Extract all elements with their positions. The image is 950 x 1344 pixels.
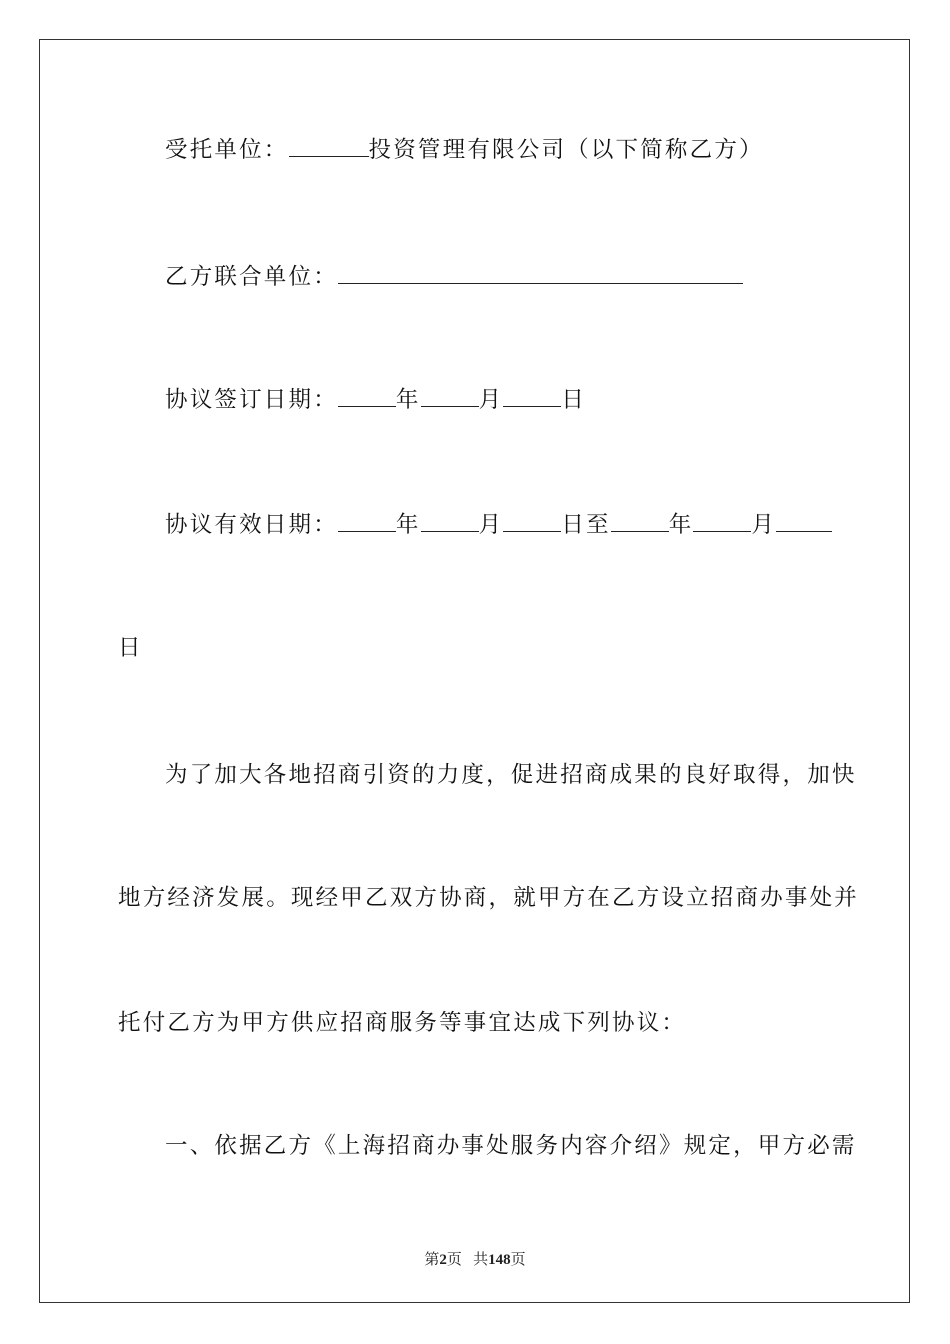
paragraph-1-line-1: 为了加大各地招商引资的力度，促进招商成果的良好取得，加快 bbox=[165, 762, 857, 788]
joint-party-label: 乙方联合单位： bbox=[165, 264, 338, 290]
page-footer bbox=[0, 1248, 950, 1269]
valid-start-year-blank bbox=[338, 509, 396, 532]
joint-party-line bbox=[165, 261, 885, 292]
paragraph-1-line-2: 地方经济发展。现经甲乙双方协商，就甲方在乙方设立招商办事处并 bbox=[118, 885, 860, 911]
footer-page-suffix: 页 bbox=[446, 1252, 462, 1268]
footer-total-suffix: 页 bbox=[510, 1252, 526, 1268]
sign-month-blank bbox=[421, 384, 479, 407]
valid-start-month-unit: 月 bbox=[478, 512, 504, 538]
footer-total-prefix: 共 bbox=[473, 1252, 489, 1268]
paragraph-1-line-3: 托付乙方为甲方供应招商服务等事宜达成下列协议： bbox=[118, 1010, 687, 1036]
entrusted-party-text: 投资管理有限公司（以下简称乙方） bbox=[368, 137, 764, 163]
paragraph-2-line-1: 一、依据乙方《上海招商办事处服务内容介绍》规定，甲方必需 bbox=[165, 1133, 857, 1159]
valid-date-line bbox=[165, 509, 885, 540]
page-frame bbox=[39, 39, 910, 1303]
sign-date-line bbox=[165, 384, 885, 415]
valid-start-month-blank bbox=[421, 509, 479, 532]
sign-day-unit: 日 bbox=[561, 387, 587, 413]
sign-year-blank bbox=[338, 384, 396, 407]
valid-end-month-blank bbox=[693, 509, 751, 532]
footer-page-number: 2 bbox=[439, 1252, 447, 1268]
valid-to-word: 至 bbox=[586, 512, 611, 538]
valid-start-day-unit: 日 bbox=[561, 512, 587, 538]
valid-start-day-blank bbox=[503, 509, 561, 532]
valid-end-day-blank bbox=[776, 509, 832, 532]
valid-start-year-unit: 年 bbox=[395, 512, 421, 538]
valid-date-wrap-line bbox=[118, 633, 838, 663]
sign-year-unit: 年 bbox=[395, 387, 421, 413]
footer-prefix: 第 bbox=[424, 1252, 440, 1268]
sign-day-blank bbox=[503, 384, 561, 407]
valid-end-year-blank bbox=[611, 509, 669, 532]
sign-month-unit: 月 bbox=[478, 387, 504, 413]
sign-date-label: 协议签订日期： bbox=[165, 387, 338, 413]
joint-party-blank bbox=[338, 261, 743, 284]
valid-end-year-unit: 年 bbox=[668, 512, 694, 538]
valid-end-month-unit: 月 bbox=[751, 512, 777, 538]
footer-total-pages: 148 bbox=[488, 1252, 511, 1268]
entrusted-party-label: 受托单位： bbox=[165, 137, 289, 163]
entrusted-party-blank bbox=[289, 134, 369, 157]
valid-date-label: 协议有效日期： bbox=[165, 512, 338, 538]
valid-end-day-unit: 日 bbox=[118, 635, 143, 661]
entrusted-party-line bbox=[165, 134, 885, 165]
